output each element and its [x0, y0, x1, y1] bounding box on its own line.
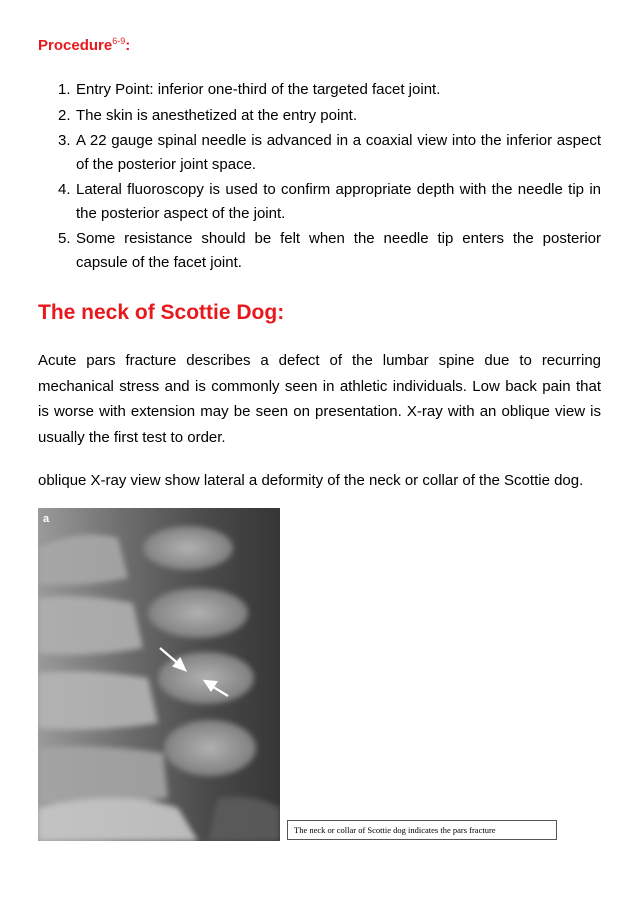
- step-number: 2.: [58, 106, 71, 124]
- figure-caption: The neck or collar of Scottie dog indicates the pars fracture: [287, 820, 557, 840]
- procedure-heading: [38, 36, 130, 54]
- body-paragraph-oblique-view: oblique X-ray view show lateral a deformity of the neck or collar of the Scottie dog.: [38, 472, 584, 489]
- list-item: [39, 129, 601, 176]
- xray-image: [38, 508, 280, 841]
- step-text: A 22 gauge spinal needle is advanced in a coaxial view into the inferior aspect of the posterior joint space.: [76, 132, 601, 173]
- step-number: 5.: [58, 230, 71, 247]
- body-paragraph: Acute pars fracture describes a defect of the lumbar spine due to recurring mechanical stress and is commonly seen in athletic individuals. Low back pain that is worse with extension may be seen on presentation. X-ray with an oblique view is usually the first test to order.: [38, 352, 601, 446]
- step-text: Some resistance should be felt when the needle tip enters the posterior capsule of the facet joint.: [76, 230, 601, 271]
- step-number: 1.: [58, 81, 71, 98]
- list-item: [39, 78, 601, 102]
- step-number: 4.: [58, 181, 71, 198]
- procedure-reference: 6-9: [112, 36, 126, 46]
- list-item: [39, 227, 601, 274]
- list-item: [39, 104, 601, 128]
- panel-label: a: [43, 513, 50, 525]
- section-title: The neck of Scottie Dog:: [38, 301, 285, 324]
- step-text: Lateral fluoroscopy is used to confirm appropriate depth with the needle tip in the posterior aspect of the joint.: [76, 181, 601, 222]
- step-text: The skin is anesthetized at the entry point.: [76, 106, 357, 124]
- step-number: 3.: [58, 132, 71, 149]
- xray-illustration: [38, 508, 280, 841]
- step-text: Entry Point: inferior one-third of the targeted facet joint.: [76, 81, 441, 98]
- procedure-title: Procedure: [38, 37, 113, 54]
- procedure-steps: [39, 78, 601, 274]
- procedure-colon: :: [125, 37, 131, 54]
- list-item: [39, 178, 601, 225]
